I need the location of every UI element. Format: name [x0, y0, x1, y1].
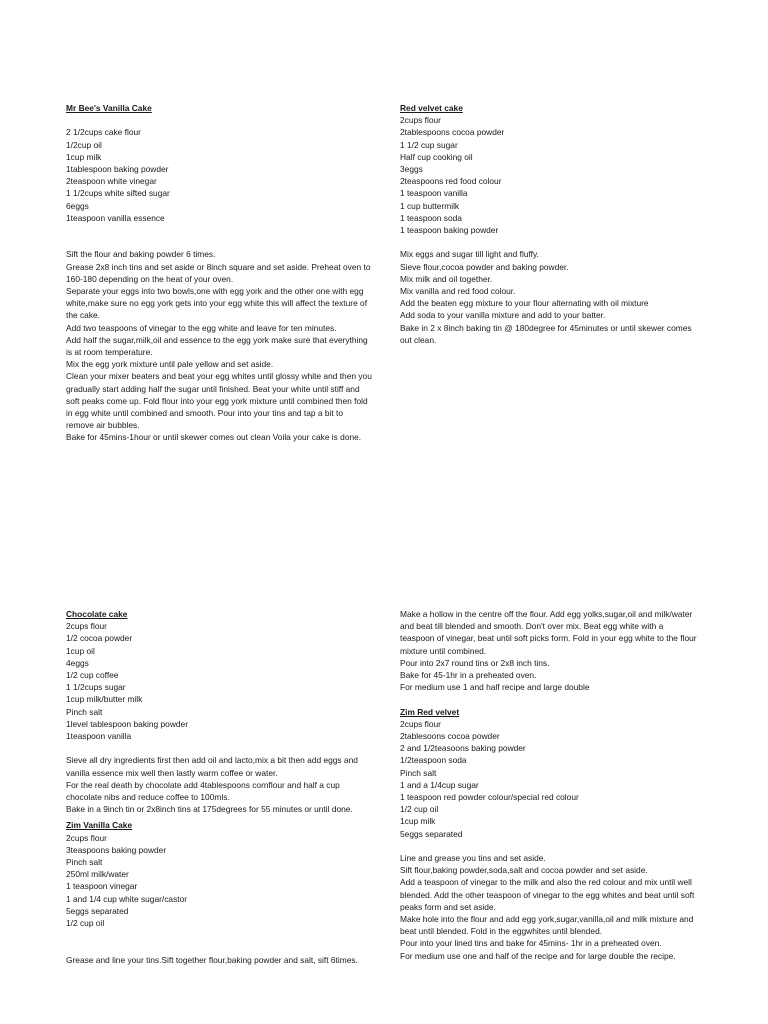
- ingredient-item: 1 teaspoon red powder colour/special red colour: [400, 792, 579, 803]
- method-text: [400, 608, 700, 693]
- ingredient-item: 2teaspoons red food colour: [400, 176, 502, 187]
- ingredient-item: 2tablespoons cocoa powder: [400, 127, 505, 138]
- ingredient-item: 2cups flour: [66, 621, 107, 632]
- ingredient-item: 1 teaspoon vinegar: [66, 881, 138, 892]
- ingredient-item: 1cup milk/butter milk: [66, 694, 143, 705]
- ingredient-item: Half cup cooking oil: [400, 151, 473, 162]
- ingredient-item: 4eggs: [66, 657, 89, 668]
- ingredient-item: 3teaspoons baking powder: [66, 844, 167, 855]
- ingredient-item: 1cup milk: [400, 816, 436, 827]
- method-step: Make a hollow in the centre off the flour. Add egg yolks,sugar,oil and milk/water and beat till blended and smooth. Don't over mix. Beat egg white with a teaspoon of vinegar, beat until soft picks form. Fold in your egg white to the flour mixture until combined.: [400, 609, 697, 656]
- method-step: Line and grease you tins and set aside.: [400, 853, 546, 864]
- recipe-title: Zim Vanilla Cake: [66, 820, 133, 831]
- method-step: For the real death by chocolate add 4tablespoons cornflour and half a cup chocolate nibs and reduce coffee to 100mls.: [66, 779, 340, 803]
- ingredient-list: [66, 126, 372, 224]
- method-step: Grease 2x8 inch tins and set aside or 8inch square and set aside. Preheat oven to 160-180 depending on the heat of your oven.: [66, 261, 371, 284]
- ingredient-item: 1teaspoon vanilla essence: [66, 212, 165, 223]
- ingredient-item: 1 teaspoon soda: [400, 212, 462, 223]
- method-step: Add two teaspoons of vinegar to the egg white and leave for ten minutes.: [66, 322, 337, 333]
- method-step: Bake in 2 x 8inch baking tin @ 180degree for 45minutes or until skewer comes out clean.: [400, 322, 692, 345]
- ingredient-item: 1 cup buttermilk: [400, 200, 460, 211]
- ingredient-item: 1cup oil: [66, 645, 95, 656]
- ingredient-item: 1 and a 1/4cup sugar: [400, 779, 479, 790]
- method-step: Bake for 45-1hr in a preheated oven.: [400, 670, 537, 681]
- ingredient-item: 1 teaspoon vanilla: [400, 188, 468, 199]
- ingredient-item: Pinch salt: [400, 767, 437, 778]
- method-step: Add soda to your vanilla mixture and add to your batter.: [400, 310, 606, 321]
- method-step: Mix milk and oil together.: [400, 273, 493, 284]
- ingredient-item: 5eggs separated: [400, 828, 463, 839]
- method-step: Pour into 2x7 round tins or 2x8 inch tins.: [400, 657, 550, 668]
- method-step: Sieve flour,cocoa powder and baking powder.: [400, 261, 569, 272]
- ingredient-item: 5eggs separated: [66, 905, 129, 916]
- method-text: [66, 954, 366, 966]
- recipe-title: Red velvet cake: [400, 103, 463, 113]
- ingredient-item: 2cups flour: [400, 115, 441, 126]
- method-step: Sift the flour and baking powder 6 times.: [66, 249, 216, 260]
- ingredient-item: 1level tablespoon baking powder: [66, 718, 188, 729]
- recipe-chocolate-cake: [66, 608, 366, 966]
- method-step: Mix vanilla and red food colour.: [400, 286, 516, 297]
- ingredient-item: 2cups flour: [400, 718, 441, 729]
- method-step: For medium use one and half of the recipe and for large double the recipe.: [400, 950, 676, 961]
- method-step: Mix the egg york mixture until pale yellow and set aside.: [66, 359, 274, 370]
- method-step: Add a teaspoon of vinegar to the milk and also the red colour and mix until well blended. Add the other teaspoon of vinegar to the egg whites and beat until soft peaks form and set aside.: [400, 877, 695, 912]
- ingredient-item: Pinch salt: [66, 706, 103, 717]
- ingredient-item: Pinch salt: [66, 857, 103, 868]
- ingredient-item: 1teaspoon vanilla: [66, 731, 132, 742]
- recipe-red-velvet: [400, 102, 700, 346]
- method-step: For medium use 1 and half recipe and large double: [400, 682, 590, 693]
- recipe-title: Mr Bee's Vanilla Cake: [66, 103, 152, 113]
- method-step: Pour into your lined tins and bake for 45mins- 1hr in a preheated oven.: [400, 938, 662, 949]
- ingredient-item: 1 and 1/4 cup white sugar/castor: [66, 893, 188, 904]
- method-step: Clean your mixer beaters and beat your egg whites until glossy white and then you gradually start adding half the sugar until finished. Beat your white until stiff and soft peaks come up. Fold flour into your egg york mixture until combined then fold in egg white until combined and smooth. Pour into your tins and tap a bit to remove air bubbles.: [66, 371, 372, 431]
- method-text: [400, 248, 700, 346]
- method-step: Sieve all dry ingredients first then add oil and lacto,mix a bit then add eggs and vanilla essence mix well then lastly warm coffee or water.: [66, 755, 358, 778]
- method-text: [66, 754, 366, 815]
- ingredient-list: [400, 114, 700, 236]
- ingredient-item: 3eggs: [400, 164, 423, 175]
- ingredient-item: 2teaspoon white vinegar: [66, 176, 157, 187]
- ingredient-item: 1/2 cup oil: [66, 918, 105, 929]
- ingredient-list: [400, 718, 700, 840]
- ingredient-item: 1/2 cocoa powder: [66, 633, 133, 644]
- recipe-title: Chocolate cake: [66, 609, 128, 619]
- ingredient-list: [66, 832, 366, 930]
- method-step: Grease and line your tins.Sift together flour,baking powder and salt, sift 6times.: [66, 954, 358, 965]
- ingredient-list: [66, 620, 366, 742]
- ingredient-item: 1 1/2 cup sugar: [400, 139, 458, 150]
- method-step: Sift flour,baking powder,soda,salt and cocoa powder and set aside.: [400, 865, 648, 876]
- ingredient-item: 2cups flour: [66, 832, 107, 843]
- recipe-zim-red-velvet: [400, 608, 700, 962]
- ingredient-item: 2 1/2cups cake flour: [66, 127, 141, 138]
- method-step: Separate your eggs into two bowls,one with egg york and the other one with egg white,make sure no egg york gets into your egg white this will affect the texture of the cake.: [66, 286, 368, 321]
- method-text: [400, 852, 700, 962]
- ingredient-item: 1 teaspoon baking powder: [400, 225, 499, 236]
- ingredient-item: 1tablespoon baking powder: [66, 164, 169, 174]
- ingredient-item: 2 and 1/2teasoons baking powder: [400, 743, 526, 754]
- method-step: Bake for 45mins-1hour or until skewer comes out clean Voila your cake is done.: [66, 432, 362, 443]
- method-text: [66, 248, 372, 443]
- ingredient-item: 250ml milk/water: [66, 869, 129, 880]
- recipe-title: Zim Red velvet: [400, 706, 460, 717]
- ingredient-item: 6eggs: [66, 200, 89, 211]
- method-step: Bake in a 9inch tin or 2x8inch tins at 175degrees for 55 minutes or until done.: [66, 804, 353, 815]
- ingredient-item: 1 1/2cups sugar: [66, 682, 126, 693]
- ingredient-item: 1/2cup oil: [66, 139, 102, 150]
- ingredient-item: 1/2 cup coffee: [66, 670, 119, 681]
- ingredient-item: 1/2 cup oil: [400, 804, 439, 815]
- ingredient-item: 1cup milk: [66, 151, 102, 162]
- method-step: Make hole into the flour and add egg york,sugar,vanilla,oil and milk mixture and beat until blended. Fold in the eggwhites until blended.: [400, 914, 694, 937]
- method-step: Mix eggs and sugar till light and fluffy.: [400, 249, 539, 260]
- ingredient-item: 1 1/2cups white sifted sugar: [66, 188, 170, 199]
- method-step: Add the beaten egg mixture to your flour alternating with oil mixture: [400, 298, 649, 309]
- ingredient-item: 1/2teaspoon soda: [400, 755, 467, 766]
- method-step: Add half the sugar,milk,oil and essence to the egg york make sure that everything is at room temperature.: [66, 334, 368, 358]
- ingredient-item: 2tablesoons cocoa powder: [400, 731, 500, 742]
- recipe-vanilla-cake: [66, 102, 372, 444]
